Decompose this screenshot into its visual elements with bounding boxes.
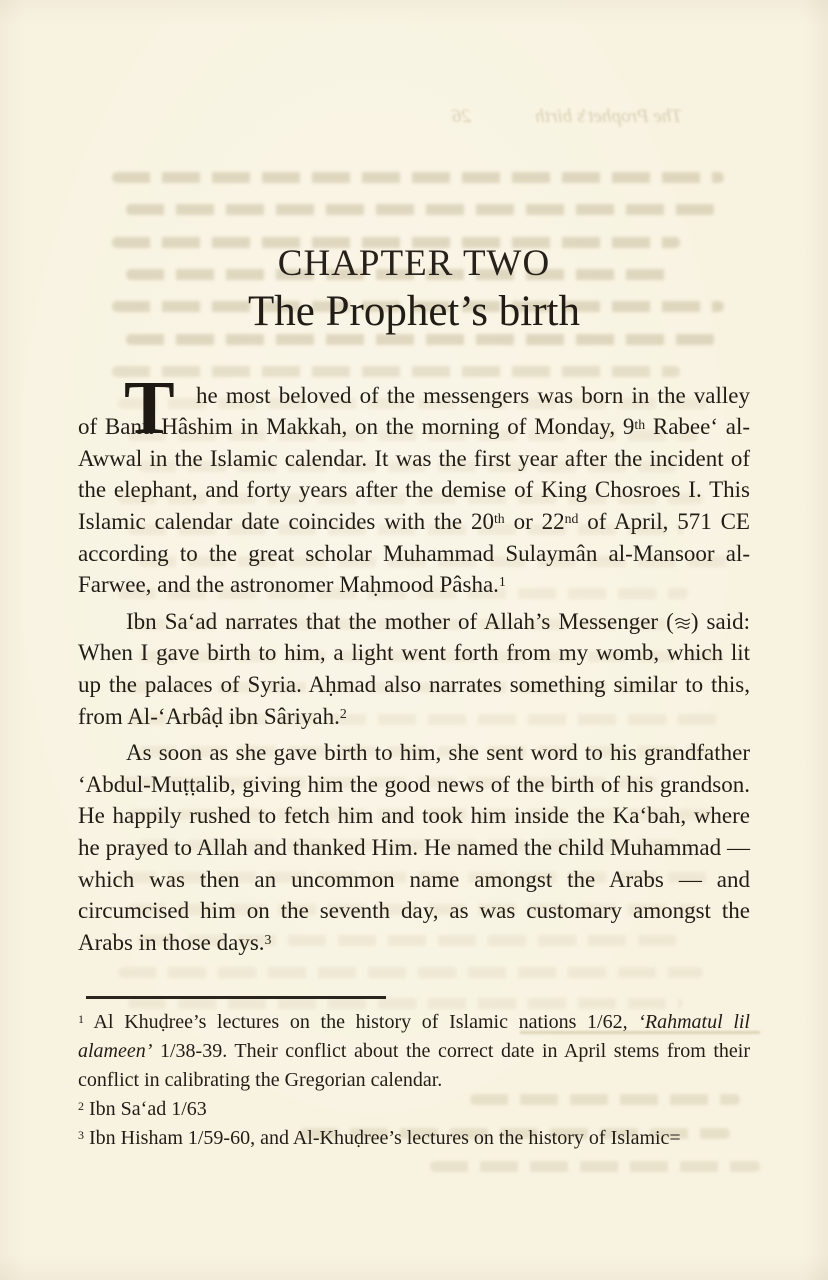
footnote-separator-rule [86,996,386,999]
footnotes [78,1008,750,1153]
bleed-through-line [126,204,716,215]
body-text [78,365,750,959]
footnote-2: $^2$ Ibn Sa‘ad 1/63 [78,1098,207,1121]
drop-cap: T [124,365,175,450]
paragraph-1 [78,365,750,601]
page-content [78,243,750,1153]
chapter-label: CHAPTER TWO [277,243,551,284]
bleed-through-line [112,172,724,183]
paragraph-1-text: he most beloved of the messengers was born in the valley of Banu Hâshim in Makkah, on the morning of Monday, 9th Rabee‘ al-Awwal in the Islamic calendar. It was the first year after the incident of the elephant, and forty years after the demise of King Chosroes I. This Islamic calendar date coincides with the 20th or 22nd of April, 571 CE according to the great scholar Muhammad Sulaymân al-Mansoor al-Farwee, and the astronomer Maḥmood Pâsha.$^1$ [78,382,750,598]
bleed-through-line [430,1161,760,1172]
paragraph-2: Ibn Sa‘ad narrates that the mother of Allah’s Messenger ( ) said: When I gave birth to him, a light went forth from my womb, which lit up the palaces of Syria. Aḥmad also narrates something similar to this, from Al-‘Arbâḍ ibn Sâriyah.$^2$ [78,608,750,729]
paragraph-3: As soon as she gave birth to him, she sent word to his grandfather ‘Abdul-Muṭṭalib, giving him the good news of the birth of his grandson. He happily rushed to fetch him and took him inside the Ka‘bah, where he prayed to Allah and thanked Him. He named the child Muhammad — which was then an uncommon name amongst the Arabs — and circumcised him on the seventh day, as was customary amongst the Arabs in those days.$^3$ [78,740,750,955]
footnote-1: $^1$ Al Khuḍree’s lectures on the history of Islamic nations 1/62, ‘Rahmatul lil alameen’ 1/38-39. Their conflict about the correct date in April stems from their conflict in calibrating the Gregorian calendar. [78,1011,750,1092]
prophet-honorific-icon: ( ) [666,608,699,634]
bleed-header-title: The Prophet’s birth [535,106,682,127]
footnote-3: $^3$ Ibn Hisham 1/59-60, and Al-Khuḍree’s lectures on the history of Islamic= [78,1127,681,1150]
bleed-through-running-header [452,106,682,128]
chapter-title: The Prophet’s birth [247,287,580,335]
bleed-header-page-number: 26 [452,106,471,127]
